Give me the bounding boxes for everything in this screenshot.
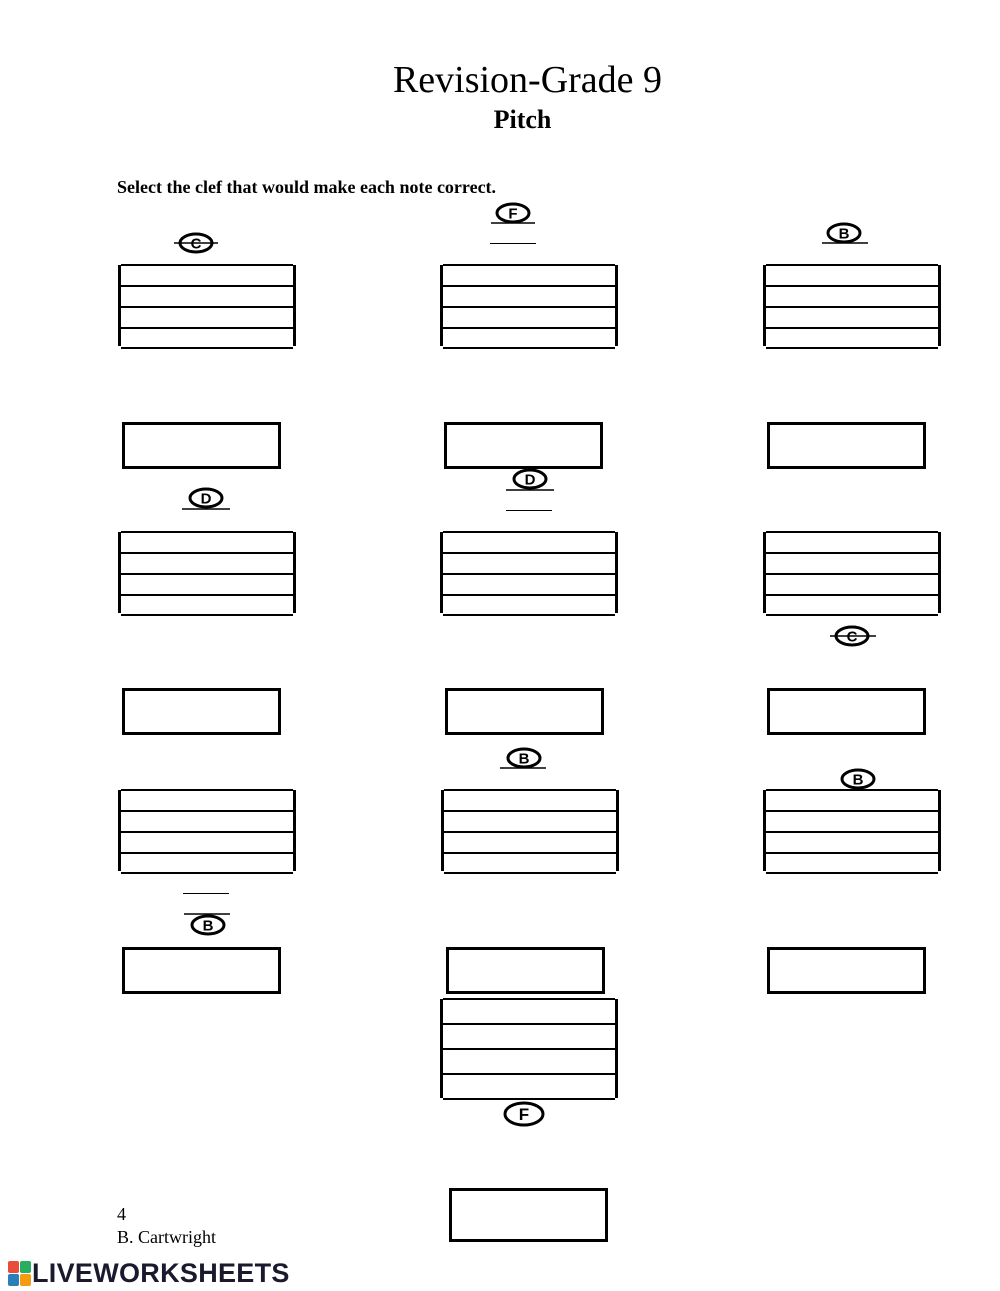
staff [118, 265, 296, 346]
clef-answer-box[interactable] [444, 422, 603, 469]
note-b [190, 915, 226, 935]
clef-answer-box[interactable] [445, 688, 604, 735]
clef-answer-box[interactable] [767, 947, 926, 994]
author: B. Cartwright [117, 1227, 216, 1247]
clef-answer-box[interactable] [122, 422, 281, 469]
note-c [834, 626, 870, 646]
svg-text:C: C [846, 628, 858, 646]
note-b [506, 748, 542, 768]
ledger-line [490, 243, 536, 244]
svg-text:B: B [838, 225, 850, 243]
staff [118, 790, 296, 871]
note-c [178, 233, 214, 253]
svg-text:B: B [202, 917, 214, 935]
page-title: Revision-Grade 9 [392, 59, 663, 101]
staff [763, 265, 941, 346]
clef-answer-box[interactable] [446, 947, 605, 994]
staff [763, 790, 941, 871]
clef-answer-box[interactable] [122, 688, 281, 735]
staff [763, 532, 941, 613]
instruction-text: Select the clef that would make each note correct. [117, 177, 497, 197]
staff [441, 790, 619, 871]
note-f [495, 203, 531, 223]
brand-name: LIVEWORKSHEETS [32, 1257, 290, 1288]
svg-text:F: F [508, 205, 518, 223]
staff [440, 532, 618, 613]
staff [440, 265, 618, 346]
ledger-line [183, 893, 229, 894]
svg-text:C: C [190, 235, 202, 253]
staff [118, 532, 296, 613]
svg-text:B: B [518, 750, 530, 768]
clef-answer-box[interactable] [449, 1188, 608, 1242]
svg-text:F: F [518, 1105, 530, 1124]
footer [117, 1203, 216, 1249]
note-d [512, 469, 548, 489]
liveworksheets-logo-icon [8, 1261, 30, 1285]
page-number: 4 [117, 1204, 126, 1224]
clef-answer-box[interactable] [122, 947, 281, 994]
svg-text:B: B [852, 771, 864, 789]
note-b [840, 769, 876, 789]
note-b [826, 223, 862, 243]
staff [440, 999, 618, 1098]
page-subtitle: Pitch [493, 105, 552, 134]
ledger-line [506, 510, 552, 511]
note-f [504, 1102, 540, 1122]
clef-answer-box[interactable] [767, 688, 926, 735]
svg-text:D: D [524, 471, 536, 489]
clef-answer-box[interactable] [767, 422, 926, 469]
liveworksheets-logo[interactable] [8, 1258, 290, 1288]
svg-text:D: D [200, 490, 212, 508]
note-d [188, 488, 224, 508]
